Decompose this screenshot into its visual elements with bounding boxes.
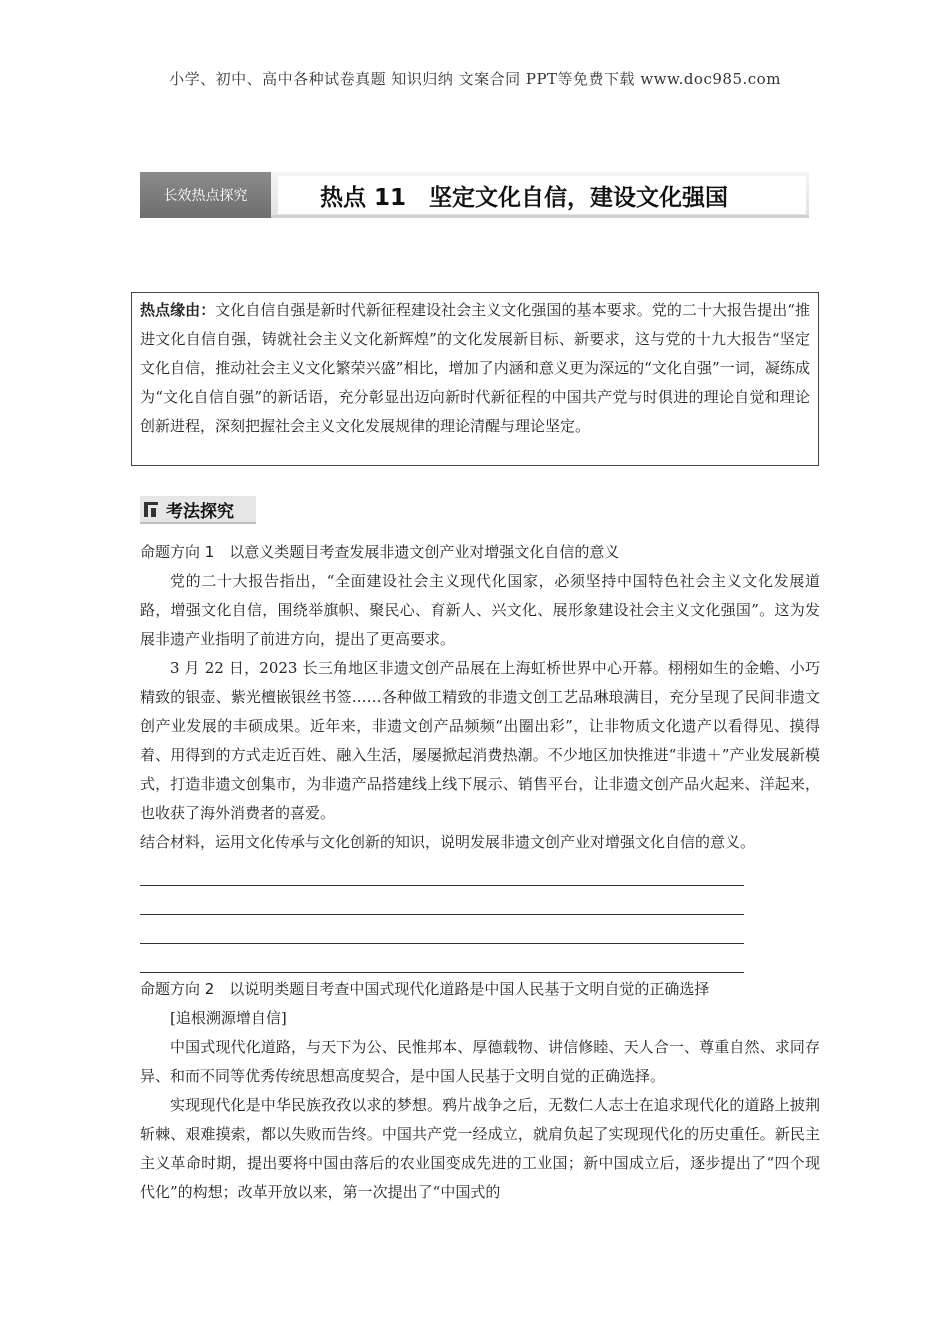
title-bar [140,172,809,218]
answer-lines[interactable] [140,857,744,973]
section-title: 考法探究 [166,501,234,522]
section-header [140,496,256,524]
answer-line[interactable] [140,886,744,915]
question-1 [140,538,820,857]
title-tag: 长效热点探究 [140,172,271,218]
answer-line[interactable] [140,857,744,886]
answer-line[interactable] [140,944,744,973]
question-2-paragraph-1: 中国式现代化道路，与天下为公、民惟邦本、厚德载物、讲信修睦、天人合一、尊重自然、求同存异、和而不同等优秀传统思想高度契合，是中国人民基于文明自觉的正确选择。 [140,1038,820,1085]
question-2-heading: 命题方向 2 以说明类题目考查中国式现代化道路是中国人民基于文明自觉的正确选择 [140,980,710,998]
background-box [131,292,819,466]
question-2-paragraph-2: 实现现代化是中华民族孜孜以求的梦想。鸦片战争之后，无数仁人志士在追求现代化的道路上披荆斩棘、艰难摸索，都以失败而告终。中国共产党一经成立，就肩负起了实现现代化的历史重任。新民主主义革命时期，提出要将中国由落后的农业国变成先进的工业国；新中国成立后，逐步提出了“四个现代化”的构想；改革开放以来，第一次提出了“中国式的 [140,1096,820,1201]
question-1-heading: 命题方向 1 以意义类题目考查发展非遗文创产业对增强文化自信的意义 [140,543,620,561]
question-2-sub-label: [追根溯源增自信] [170,1009,287,1027]
background-text: 文化自信自强是新时代新征程建设社会主义文化强国的基本要求。党的二十大报告提出“推进文化自信自强，铸就社会主义文化新辉煌”的文化发展新目标、新要求，这与党的十九大报告“坚定文化自信，推动社会主义文化繁荣兴盛”相比，增加了内涵和意义更为深远的“文化自强”一词，凝练成为“文化自信自强”的新话语，充分彰显出迈向新时代新征程的中国共产党与时俱进的理论自觉和理论创新进程，深刻把握社会主义文化发展规律的理论清醒与理论坚定。 [140,301,810,435]
background-label: 热点缘由： [140,301,216,319]
site-banner: 小学、初中、高中各种试卷真题 知识归纳 文案合同 PPT等免费下载 www.doc985.com [169,70,781,88]
answer-line[interactable] [140,915,744,944]
question-1-prompt: 结合材料，运用文化传承与文化创新的知识，说明发展非遗文创产业对增强文化自信的意义。 [140,833,756,851]
question-1-paragraph-1: 党的二十大报告指出，“全面建设社会主义现代化国家，必须坚持中国特色社会主义文化发展道路，增强文化自信，围绕举旗帜、聚民心、育新人、兴文化、展形象建设社会主义文化强国”。这为发展非遗产业指明了前进方向，提出了更高要求。 [140,572,820,648]
question-2 [140,975,820,1207]
question-1-paragraph-2: 3 月 22 日，2023 长三角地区非遗文创产品展在上海虹桥世界中心开幕。栩栩如生的金蟾、小巧精致的银壶、紫光檀嵌银丝书签……各种做工精致的非遗文创工艺品琳琅满目，充分呈现了民间非遗文创产业发展的丰硕成果。近年来，非遗文创产品频频“出圈出彩”，让非物质文化遗产以看得见、摸得着、用得到的方式走近百姓、融入生活，屡屡掀起消费热潮。不少地区加快推进“非遗＋”产业发展新模式，打造非遗文创集市，为非遗产品搭建线上线下展示、销售平台，让非遗文创产品火起来、洋起来，也收获了海外消费者的喜爱。 [140,659,820,822]
page-title: 热点 11 坚定文化自信，建设文化强国 [278,176,806,214]
section-bracket-icon [144,502,158,517]
